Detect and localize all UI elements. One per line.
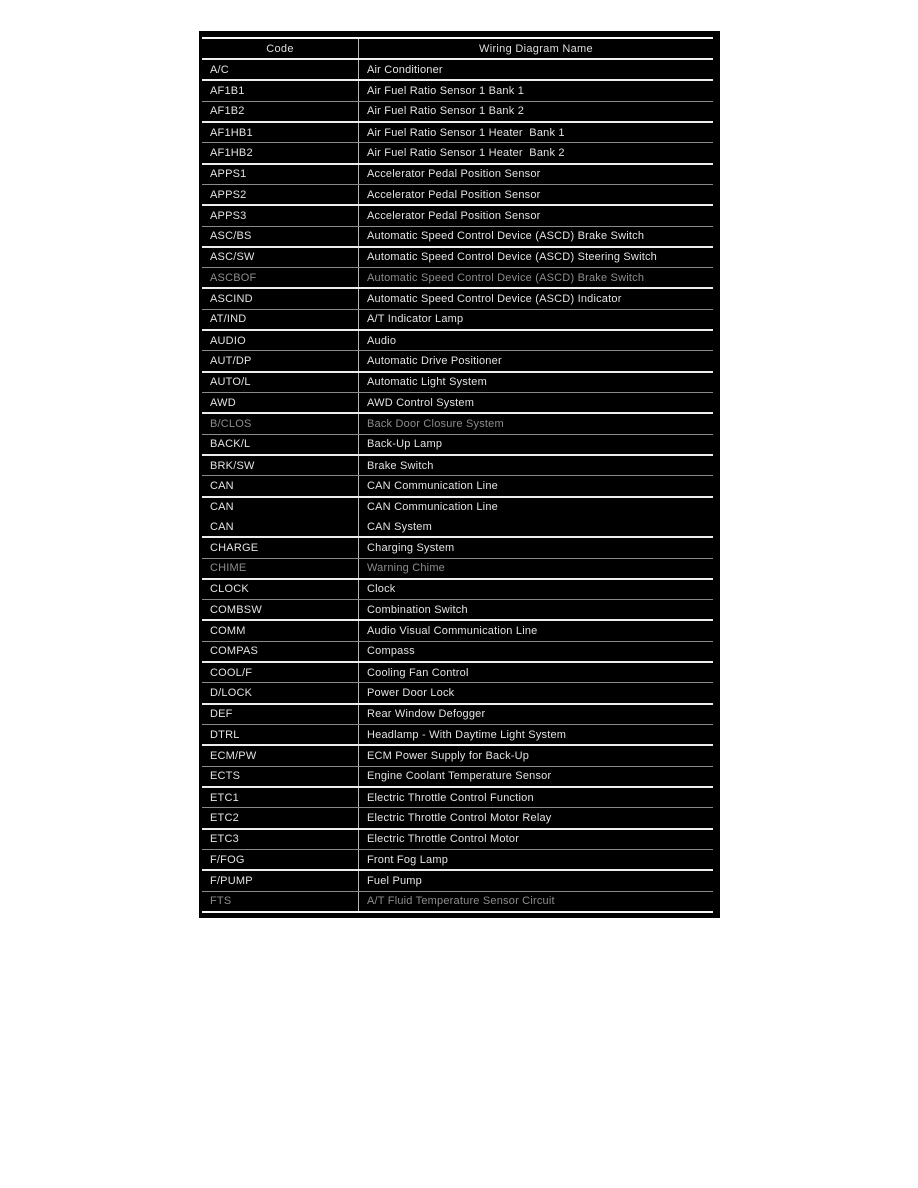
wiring-name-cell: Electric Throttle Control Motor Relay bbox=[367, 811, 552, 824]
wiring-name-cell: Automatic Drive Positioner bbox=[367, 355, 502, 368]
code-cell: COMBSW bbox=[202, 600, 359, 619]
table-row bbox=[202, 808, 713, 829]
wiring-name-cell: Electric Throttle Control Motor bbox=[367, 833, 520, 846]
table-row bbox=[202, 559, 713, 580]
code-cell: CAN bbox=[202, 498, 359, 517]
wiring-name-cell: Engine Coolant Temperature Sensor bbox=[367, 770, 552, 783]
code-cell: ETC3 bbox=[202, 830, 359, 849]
table-header-row bbox=[202, 39, 713, 60]
table-row bbox=[202, 892, 713, 911]
code-cell: AWD bbox=[202, 393, 359, 412]
wiring-name-cell: Back-Up Lamp bbox=[367, 438, 443, 451]
wiring-name-cell: Combination Switch bbox=[367, 603, 468, 616]
table-row bbox=[202, 705, 713, 725]
code-cell: DTRL bbox=[202, 725, 359, 744]
table-row bbox=[202, 351, 713, 372]
wiring-name-cell: Air Fuel Ratio Sensor 1 Heater Bank 2 bbox=[367, 146, 565, 159]
code-cell: APPS1 bbox=[202, 165, 359, 184]
table-row bbox=[202, 517, 713, 538]
wiring-name-cell: Air Fuel Ratio Sensor 1 Bank 2 bbox=[367, 105, 525, 118]
wiring-name-cell: AWD Control System bbox=[367, 396, 475, 409]
table-row bbox=[202, 788, 713, 808]
table-row bbox=[202, 871, 713, 891]
code-cell: CHARGE bbox=[202, 538, 359, 557]
wiring-name-cell: Rear Window Defogger bbox=[367, 708, 486, 721]
table-row bbox=[202, 725, 713, 746]
code-cell: COMPAS bbox=[202, 642, 359, 661]
wiring-name-cell: Compass bbox=[367, 645, 415, 658]
wiring-name-cell: Power Door Lock bbox=[367, 687, 455, 700]
table-row bbox=[202, 621, 713, 641]
code-cell: B/CLOS bbox=[202, 414, 359, 433]
code-cell: AUTO/L bbox=[202, 373, 359, 392]
wiring-name-cell: A/T Fluid Temperature Sensor Circuit bbox=[367, 895, 555, 908]
table-row bbox=[202, 206, 713, 226]
code-cell: CHIME bbox=[202, 559, 359, 578]
code-cell: AF1B1 bbox=[202, 81, 359, 100]
table-row bbox=[202, 60, 713, 81]
header-code: Code bbox=[202, 39, 359, 58]
code-cell: AF1HB2 bbox=[202, 143, 359, 162]
code-cell: AUDIO bbox=[202, 331, 359, 350]
code-cell: ETC1 bbox=[202, 788, 359, 807]
table-row bbox=[202, 642, 713, 663]
code-cell: APPS3 bbox=[202, 206, 359, 225]
code-cell: A/C bbox=[202, 60, 359, 79]
table-row bbox=[202, 476, 713, 497]
code-cell: APPS2 bbox=[202, 185, 359, 204]
code-cell: ASC/SW bbox=[202, 248, 359, 267]
wiring-name-cell: ECM Power Supply for Back-Up bbox=[367, 749, 530, 762]
wiring-name-cell: Fuel Pump bbox=[367, 874, 422, 887]
table-row bbox=[202, 538, 713, 558]
wiring-name-cell: CAN Communication Line bbox=[367, 479, 498, 492]
code-cell: D/LOCK bbox=[202, 683, 359, 702]
wiring-name-cell: Audio Visual Communication Line bbox=[367, 625, 538, 638]
wiring-name-cell: Electric Throttle Control Function bbox=[367, 791, 534, 804]
table-row bbox=[202, 373, 713, 393]
wiring-name-cell: Air Conditioner bbox=[367, 63, 443, 76]
code-cell: AF1B2 bbox=[202, 102, 359, 121]
wiring-name-cell: Automatic Speed Control Device (ASCD) Brake Switch bbox=[367, 230, 645, 243]
table-row bbox=[202, 331, 713, 351]
code-cell: CLOCK bbox=[202, 580, 359, 599]
table-row bbox=[202, 435, 713, 456]
code-cell: F/PUMP bbox=[202, 871, 359, 890]
code-cell: CAN bbox=[202, 476, 359, 495]
table-row bbox=[202, 663, 713, 683]
header-wiring-diagram-name: Wiring Diagram Name bbox=[479, 42, 593, 55]
code-cell: FTS bbox=[202, 892, 359, 911]
code-cell: AF1HB1 bbox=[202, 123, 359, 142]
table-row bbox=[202, 414, 713, 434]
table-row bbox=[202, 165, 713, 185]
code-cell: ASC/BS bbox=[202, 227, 359, 246]
code-cell: BRK/SW bbox=[202, 456, 359, 475]
wiring-name-cell: CAN System bbox=[367, 520, 432, 533]
wiring-name-cell: Warning Chime bbox=[367, 562, 445, 575]
table-body bbox=[202, 60, 713, 911]
table-row bbox=[202, 185, 713, 206]
wiring-name-cell: Automatic Light System bbox=[367, 376, 487, 389]
table-row bbox=[202, 248, 713, 268]
code-cell: ASCIND bbox=[202, 289, 359, 308]
table-row bbox=[202, 456, 713, 476]
code-cell: COMM bbox=[202, 621, 359, 640]
code-cell: ASCBOF bbox=[202, 268, 359, 287]
wiring-name-cell: Air Fuel Ratio Sensor 1 Bank 1 bbox=[367, 84, 525, 97]
wiring-name-cell: Air Fuel Ratio Sensor 1 Heater Bank 1 bbox=[367, 126, 565, 139]
code-cell: CAN bbox=[202, 517, 359, 536]
wiring-name-cell: Audio bbox=[367, 334, 397, 347]
table-grid bbox=[202, 37, 713, 913]
code-cell: AUT/DP bbox=[202, 351, 359, 370]
table-row bbox=[202, 310, 713, 331]
table-row bbox=[202, 580, 713, 600]
table-row bbox=[202, 498, 713, 517]
table-row bbox=[202, 81, 713, 101]
wiring-diagram-code-table bbox=[199, 31, 720, 918]
code-cell: DEF bbox=[202, 705, 359, 724]
wiring-name-cell: Clock bbox=[367, 583, 396, 596]
table-row bbox=[202, 746, 713, 766]
wiring-name-cell: Automatic Speed Control Device (ASCD) Brake Switch bbox=[367, 271, 645, 284]
table-row bbox=[202, 102, 713, 123]
table-row bbox=[202, 767, 713, 788]
wiring-name-cell: Accelerator Pedal Position Sensor bbox=[367, 188, 541, 201]
wiring-name-cell: Back Door Closure System bbox=[367, 417, 504, 430]
code-cell: F/FOG bbox=[202, 850, 359, 869]
table-row bbox=[202, 600, 713, 621]
wiring-name-cell: Headlamp - With Daytime Light System bbox=[367, 728, 567, 741]
wiring-name-cell: Front Fog Lamp bbox=[367, 853, 449, 866]
code-cell: ECM/PW bbox=[202, 746, 359, 765]
code-cell: ETC2 bbox=[202, 808, 359, 827]
wiring-name-cell: Accelerator Pedal Position Sensor bbox=[367, 209, 541, 222]
code-cell: AT/IND bbox=[202, 310, 359, 329]
table-row bbox=[202, 850, 713, 871]
code-cell: ECTS bbox=[202, 767, 359, 786]
table-row bbox=[202, 123, 713, 143]
wiring-name-cell: Accelerator Pedal Position Sensor bbox=[367, 168, 541, 181]
table-row bbox=[202, 227, 713, 248]
code-cell: BACK/L bbox=[202, 435, 359, 454]
wiring-name-cell: A/T Indicator Lamp bbox=[367, 313, 464, 326]
code-cell: COOL/F bbox=[202, 663, 359, 682]
table-row bbox=[202, 683, 713, 704]
table-row bbox=[202, 830, 713, 850]
wiring-name-cell: Charging System bbox=[367, 541, 455, 554]
wiring-name-cell: Cooling Fan Control bbox=[367, 666, 469, 679]
table-row bbox=[202, 393, 713, 414]
table-row bbox=[202, 143, 713, 164]
wiring-name-cell: Brake Switch bbox=[367, 459, 434, 472]
table-row bbox=[202, 289, 713, 309]
wiring-name-cell: CAN Communication Line bbox=[367, 501, 498, 514]
wiring-name-cell: Automatic Speed Control Device (ASCD) Indicator bbox=[367, 293, 622, 306]
wiring-name-cell: Automatic Speed Control Device (ASCD) Steering Switch bbox=[367, 251, 657, 264]
table-row bbox=[202, 268, 713, 289]
